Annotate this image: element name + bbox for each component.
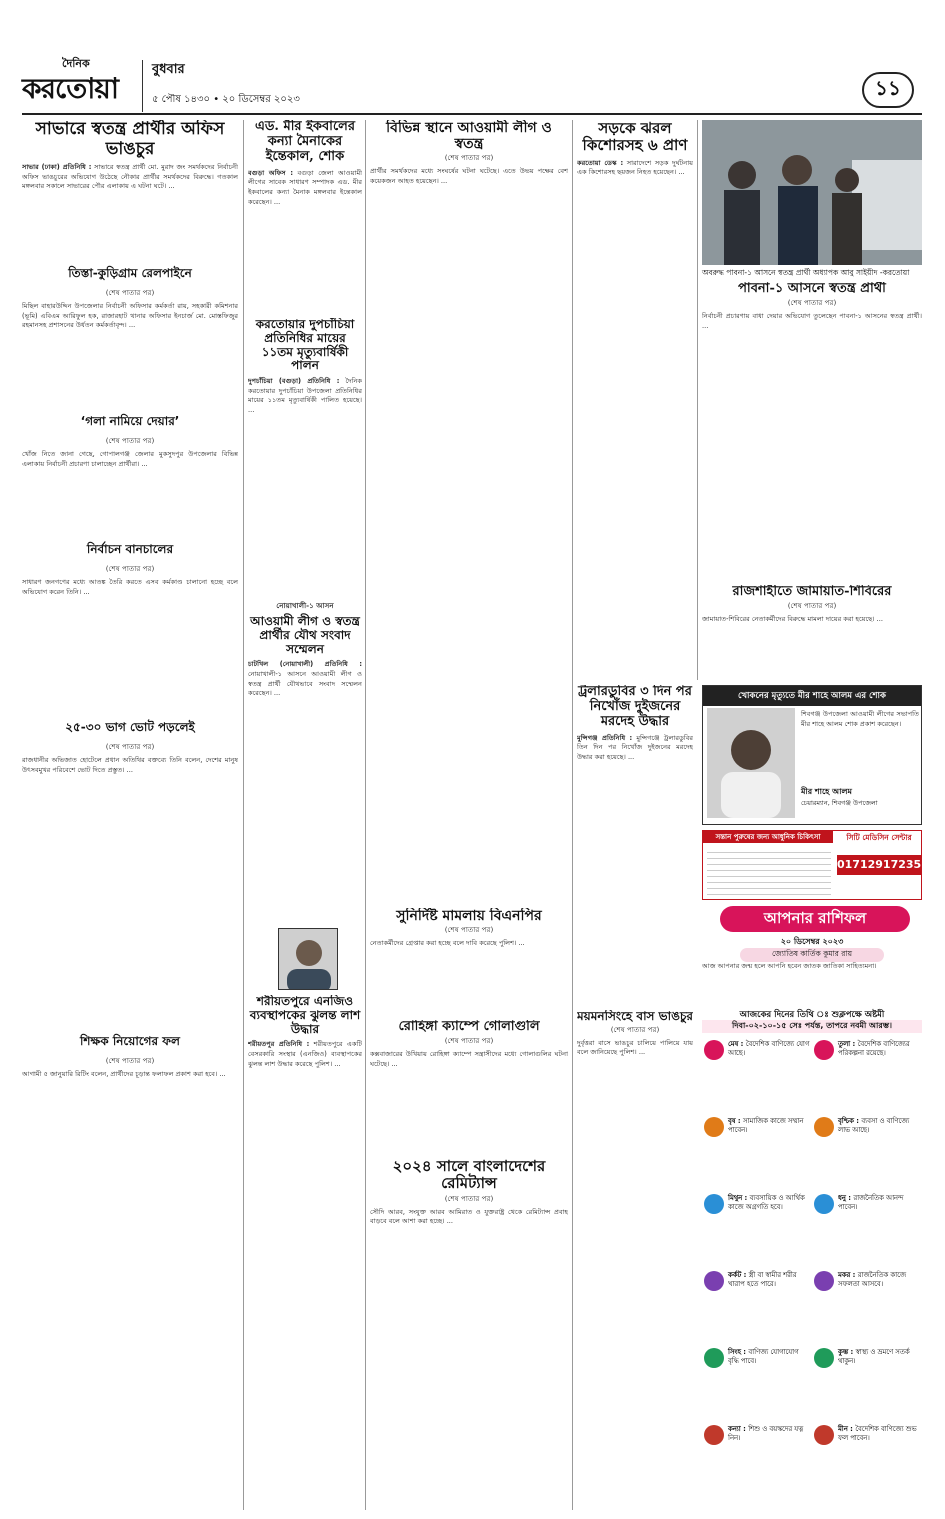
article-body: জামায়াত-শিবিরের নেতাকর্মীদের বিরুদ্ধে মামলা দায়ের করা হয়েছে। ... — [702, 614, 883, 623]
article-text: মুন্সিগঞ্জে ট্রলারডুবির তিন দিন পর নিখোঁজ দুইজনের মরদেহ উদ্ধার করা হয়েছে। ... — [577, 733, 693, 761]
zodiac-sign-entry — [728, 1040, 810, 1058]
zodiac-sign-name: কুম্ভ : — [838, 1348, 856, 1356]
news-photo — [702, 120, 922, 265]
article-body: প্রার্থীর সমর্থকদের মধ্যে সংঘর্ষের ঘটনা ঘটেছে। এতে উভয় পক্ষের বেশ কয়েকজন আহত হয়েছেন। ... — [370, 167, 568, 185]
portrait-photo — [278, 928, 338, 990]
article-mymensingh[interactable] — [577, 1010, 693, 1510]
zodiac-sign-name: কন্যা : — [728, 1425, 749, 1433]
article-rail[interactable] — [22, 262, 238, 407]
byline: চাটখিল (নোয়াখালী) প্রতিনিধি : — [248, 660, 362, 669]
masthead — [0, 0, 945, 112]
byline: মুন্সিগঞ্জ প্রতিনিধি : — [577, 733, 633, 742]
article-remittance[interactable] — [370, 1158, 568, 1510]
article-text: সাভারে স্বতন্ত্র প্রার্থী মো. মুরাদ জং সমর্থকদের নির্বাচনী অফিস ভাঙচুরের অভিযোগ উঠেছে নৌকার প্রার্থীর সমর্থকদের বিরুদ্ধে। গতকাল মঙ্গলবার সকালে সাভারের পৌর এলাকায় এ ঘটনা ঘটে। ... — [22, 163, 238, 191]
continued-label: (শেষ পাতার পর) — [787, 297, 837, 307]
article-body — [22, 163, 238, 192]
article-body: দুর্বৃত্তরা বাসে ভাঙচুর চালিয়ে পালিয়ে যায় বলে জানিয়েছে পুলিশ। ... — [577, 1038, 693, 1057]
byline: বগুড়া অফিস : — [248, 168, 293, 177]
newspaper-logo[interactable] — [22, 55, 132, 105]
zodiac-sign-text: স্বাস্থ্য ও ভ্রমণে সতর্ক থাকুন। — [838, 1348, 910, 1365]
zodiac-sign-entry — [728, 1348, 810, 1366]
zodiac-sign-entry — [838, 1348, 920, 1366]
condolence-signature-title: চেয়ারম্যান, শিবগঞ্জ উপজেলা — [801, 799, 878, 807]
headline: ট্রলারডুবির ৩ দিন পর নিখোঁজ দুইজনের মরদেহ উদ্ধার — [578, 685, 692, 729]
column-divider — [243, 120, 244, 1510]
article-body — [577, 734, 693, 763]
headline: সড়কে ঝরল কিশোরসহ ৬ প্রাণ — [582, 120, 688, 155]
zodiac-sign-icon — [704, 1348, 724, 1368]
zodiac-sign-entry — [728, 1117, 810, 1135]
headline: রাজশাহীতে জামায়াত-শিবিরের — [732, 585, 892, 599]
continued-label: (শেষ পাতার পর) — [105, 742, 155, 751]
crowd-photo-icon — [702, 120, 922, 265]
horoscope-intro: আজ আপনার জন্ম হলে আপনি হবেন জাতক জাতিকা সাহিত্যমনা। — [702, 962, 877, 970]
zodiac-sign-entry — [728, 1425, 810, 1443]
page-number: ১১ — [862, 72, 914, 108]
headline: বিভিন্ন স্থানে আওয়ামী লীগ ও স্বতন্ত্র — [386, 120, 552, 153]
article-savar[interactable] — [22, 120, 238, 260]
column-divider — [697, 120, 698, 680]
tithi-time: দিবা-০২-১০-১৫ সেঃ পর্যন্ত, তাপরে নবমী আরম্ভ। — [702, 1020, 922, 1033]
article-iqbal[interactable] — [248, 120, 362, 315]
masthead-day: বুধবার — [152, 62, 185, 77]
headline: শরীয়তপুরে এনজিও ব্যবস্থাপকের ঝুলন্ত লাশ উদ্ধার — [249, 995, 361, 1036]
zodiac-sign-entry — [838, 1425, 920, 1443]
zodiac-sign-name: মীন : — [838, 1425, 856, 1433]
headline: সুনির্দিষ্ট মামলায় বিএনপির — [396, 908, 542, 924]
horoscope-date: ২০ ডিসেম্বর ২০২৩ — [780, 937, 844, 946]
article-body — [248, 660, 362, 698]
zodiac-sign-icon — [704, 1271, 724, 1291]
subheadline: তিস্তা-কুড়িগ্রাম রেলপাইনে — [68, 266, 192, 280]
article-body — [577, 159, 693, 178]
continued-label: (শেষ পাতার পর) — [105, 288, 155, 297]
article-body — [248, 169, 362, 207]
headline: সাভারে স্বতন্ত্র প্রার্থীর অফিস ভাঙচুর — [35, 120, 225, 159]
logo-big-text: করতোয়া — [22, 72, 118, 105]
condolence-signature: মীর শাহে আলম — [801, 787, 852, 796]
article-pabna[interactable] — [702, 282, 922, 582]
condolence-title: খোকনের মৃত্যুতে মীর শাহে আলম এর শোক — [703, 686, 921, 706]
zodiac-sign-entry — [838, 1271, 920, 1289]
article-text: সারাদেশে সড়ক দুর্ঘটনায় এক কিশোরসহ ছয়জন নিহত হয়েছেন। ... — [577, 158, 693, 177]
article-body: রাজধানীর অভিজাত হোটেলে প্রধান অতিথির বক্তব্যে তিনি বলেন, দেশের মানুষ উৎসবমুখর পরিবেশে ভোট দিতে প্রস্তুত। ... — [22, 756, 238, 774]
article-body: খোঁজ নিতে জানা গেছে, গোপালগঞ্জ জেলার মুকসুদপুর উপজেলার বিভিন্ন এলাকায় নির্বাচনী প্রচারণা চালাচ্ছেন প্রার্থীরা। ... — [22, 450, 238, 468]
article-body: নেতাকর্মীদের গ্রেপ্তার করা হচ্ছে বলে দাবি করেছে পুলিশ। ... — [370, 939, 525, 948]
byline: সাভার (ঢাকা) প্রতিনিধি : — [22, 163, 92, 172]
zodiac-sign-icon — [814, 1040, 834, 1060]
continued-label: (শেষ পাতার পর) — [444, 1193, 494, 1203]
clinic-right-title: সিটি মেডিসিন সেন্টার — [846, 833, 912, 842]
zodiac-sign-name: মিথুন : — [728, 1194, 750, 1202]
zodiac-sign-text: ব্যবসায়িক ও আর্থিক কাজে অগ্রগতি হবে। — [728, 1194, 805, 1211]
article-text: নোয়াখালী-১ আসনে আওয়ামী লীগ ও স্বতন্ত্র প্রার্থী যৌথভাবে সংবাদ সম্মেলন করেছেন। ... — [248, 669, 362, 698]
zodiac-sign-name: বৃশ্চিক : — [838, 1117, 862, 1125]
subheadline: ২৫-৩০ ভাগ ভোট পড়লেই — [65, 720, 195, 734]
tithi-label: আজকের দিনের তিথি ঃ শুক্লপক্ষে অষ্টমী — [739, 1010, 885, 1020]
condolence-photo — [707, 708, 795, 818]
article-text: দৈনিক করতোয়ার দুপচাঁচিয়া উপজেলা প্রতিনিধির মায়ের ১১তম মৃত্যুবার্ষিকী পালিত হয়েছে। ... — [248, 377, 362, 414]
article-body: সৌদি আরব, সংযুক্ত আরব আমিরাত ও যুক্তরাষ্ট্র থেকে রেমিট্যান্স প্রবাহ বাড়বে বলে আশা করা হচ্ছে। ... — [370, 1207, 568, 1226]
headline: ২০২৪ সালে বাংলাদেশের রেমিট্যান্স — [392, 1158, 546, 1193]
zodiac-sign-text: রাজনৈতিক আনন্দ পাবেন। — [838, 1194, 904, 1211]
clinic-ad-text — [707, 847, 831, 895]
zodiac-sign-entry — [728, 1194, 810, 1212]
zodiac-sign-name: বৃষ : — [728, 1117, 743, 1125]
zodiac-sign-icon — [814, 1194, 834, 1214]
article-body: মিছিল বাহারউদ্দিন উপজেলার নির্বাচনী অফিসার কর্মকর্তা রায়, সহকারী কমিশনার (ভূমি) এবিএম আরিফুল হক, রাজারহাট থানার অফিসার ইনচার্জ মো. মোস্তফিজুর রহমানসহ প্রশাসনের উর্ধতন কর্মকর্তাবৃন্দ। ... — [22, 302, 238, 330]
article-bibhinno[interactable] — [370, 120, 568, 905]
column-divider — [365, 120, 366, 1510]
zodiac-sign-text: বৈদেশিক বাণিজ্যে যোগ আছে। — [728, 1040, 810, 1057]
condolence-text: শিবগঞ্জ উপজেলা আওয়ামী লীগের সভাপতি মীর শাহে আলম শোক প্রকাশ করেছেন। — [801, 710, 919, 728]
article-shariatpur[interactable] — [248, 995, 362, 1510]
zodiac-sign-entry — [728, 1271, 810, 1289]
article-body — [248, 1040, 362, 1069]
article-text: শরীয়তপুরে একটি বেসরকারি সংস্থার (এনজিও) ব্যবস্থাপকের ঝুলন্ত লাশ উদ্ধার করেছে পুলিশ। ... — [248, 1040, 362, 1068]
zodiac-sign-name: কর্কট : — [728, 1271, 749, 1279]
clinic-phone[interactable]: 01712917235 — [837, 855, 921, 875]
zodiac-sign-icon — [704, 1194, 724, 1214]
logo-small-text: দৈনিক — [62, 57, 90, 70]
horoscope-title: আপনার রাশিফল — [720, 906, 910, 932]
condolence-ad[interactable] — [702, 685, 922, 825]
zodiac-sign-name: সিংহ : — [728, 1348, 749, 1356]
continued-label: (শেষ পাতার পর) — [105, 1056, 155, 1065]
article-noakhali[interactable] — [248, 600, 362, 908]
zodiac-sign-icon — [814, 1117, 834, 1137]
masthead-divider — [142, 60, 143, 112]
zodiac-sign-entry — [838, 1117, 920, 1135]
zodiac-sign-icon — [814, 1425, 834, 1445]
headline: এড. মীর ইকবালের কন্যা মৈনাকের ইন্তেকাল, শোক — [254, 120, 356, 164]
masthead-rule — [22, 113, 922, 115]
zodiac-sign-name: মকর : — [838, 1271, 858, 1279]
zodiac-sign-text: রাজনৈতিক কাজে সফলতা আসবে। — [838, 1271, 906, 1288]
column-divider — [572, 120, 573, 1510]
article-body: কক্সবাজারের উখিয়ায় রোহিঙ্গা ক্যাম্পে সন্ত্রাসীদের মধ্যে গোলাগুলির ঘটনা ঘটেছে। ... — [370, 1049, 568, 1068]
article-ganga[interactable] — [22, 410, 238, 535]
zodiac-sign-text: বাণিজ্য যোগাযোগ বৃদ্ধি পাবে। — [728, 1348, 799, 1365]
zodiac-sign-icon — [704, 1425, 724, 1445]
byline: শরীয়তপুর প্রতিনিধি : — [248, 1040, 310, 1049]
article-body: নির্বাচনী প্রচারণায় বাধা দেয়ার অভিযোগ তুলেছেন পাবনা-১ আসনের স্বতন্ত্র প্রার্থী। ... — [702, 311, 922, 330]
zodiac-sign-name: মেষ : — [728, 1040, 746, 1048]
article-bnp[interactable] — [370, 908, 568, 1018]
article-shikkhok[interactable] — [22, 1030, 238, 1510]
zodiac-sign-text: সামাজিক কাজে সম্মান পাবেন। — [728, 1117, 804, 1134]
article-rajshahi[interactable] — [702, 585, 922, 680]
zodiac-sign-text: বৈদেশিক বাণিজ্যের পরিকল্পনা রয়েছে। — [838, 1040, 910, 1057]
continued-label: (শেষ পাতার পর) — [444, 153, 494, 163]
article-body: আগামী ৫ জানুয়ারি রিটিং বলেন, প্রার্থীদের চূড়ান্ত ফলাফল প্রকাশ করা হবে। ... — [22, 1070, 226, 1078]
article-body: সাধারণ জনগণের মধ্যে আতঙ্ক তৈরি করতে এসব কর্মকাণ্ড চালানো হচ্ছে বলে অভিযোগ করেন তিনি। ... — [22, 578, 238, 596]
subheadline: ‘গলা নামিয়ে দেয়ার’ — [80, 414, 180, 428]
article-durghotona[interactable] — [248, 318, 362, 558]
headline: করতোয়ার দুপচাঁচিয়া প্রতিনিধির মায়ের ১১তম মৃত্যুবার্ষিকী পালন — [255, 318, 355, 373]
subheadline: শিক্ষক নিয়োগের ফল — [80, 1034, 180, 1048]
continued-label: (শেষ পাতার পর) — [610, 1024, 660, 1034]
article-text: বগুড়া জেলা আওয়ামী লীগের সাবেক সাধারণ সম্পাদক এড. মীর ইকবালের কন্যা মৈনাক মঙ্গলবার ইন্তেকাল করেছেন। ... — [248, 168, 362, 206]
article-vote[interactable] — [22, 716, 238, 1026]
continued-label: (শেষ পাতার পর) — [444, 925, 494, 935]
zodiac-sign-text: শিশু ও বয়স্কদের যত্ন নিন। — [728, 1425, 804, 1442]
clinic-ad[interactable] — [702, 830, 922, 900]
continued-label: (শেষ পাতার পর) — [105, 564, 155, 573]
person-icon — [707, 708, 795, 818]
zodiac-sign-icon — [704, 1040, 724, 1060]
headline: রোহিঙ্গা ক্যাম্পে গোলাগুলি — [398, 1020, 540, 1034]
continued-label: (শেষ পাতার পর) — [787, 600, 837, 610]
photo-caption: অবরুদ্ধ পাবনা-১ আসনে স্বতন্ত্র প্রার্থী অধ্যাপক আবু সাইয়ীদ -করতোয়া — [702, 268, 910, 277]
article-nirbachan[interactable] — [22, 538, 238, 713]
horoscope-author: জ্যোতিষ কার্তিক কুমার রায় — [740, 948, 884, 962]
clinic-left-title: সন্তান পুরুষের জন্য আধুনিক চিকিৎসা — [703, 831, 833, 843]
person-icon — [279, 929, 338, 990]
masthead-date: ৫ পৌষ ১৪৩০ • ২০ ডিসেম্বর ২০২৩ — [152, 94, 300, 105]
continued-label: (শেষ পাতার পর) — [444, 1035, 494, 1045]
zodiac-sign-icon — [814, 1348, 834, 1368]
zodiac-sign-text: বৈদেশিক বাণিজ্যে শুভ ফল পাবেন। — [838, 1425, 917, 1442]
article-rohingya[interactable] — [370, 1020, 568, 1155]
article-body — [248, 377, 362, 415]
continued-label: (শেষ পাতার পর) — [105, 436, 155, 445]
headline: আওয়ামী লীগ ও স্বতন্ত্র প্রার্থীর যৌথ সংবাদ সম্মেলন — [250, 614, 360, 656]
zodiac-sign-text: স্ত্রী বা স্বামীর শরীর খারাপ হতে পারে। — [728, 1271, 797, 1288]
article-trawler[interactable] — [577, 685, 693, 1005]
seat-label: নোয়াখালী-১ আসন — [276, 601, 334, 610]
zodiac-sign-text: ব্যবসা ও বাণিজ্যে লাভ আছে। — [838, 1117, 910, 1134]
headline: ময়মনসিংহে বাস ভাঙচুর — [577, 1010, 693, 1023]
byline: করতোয়া ডেস্ক : — [577, 158, 624, 167]
zodiac-sign-icon — [704, 1117, 724, 1137]
zodiac-sign-name: তুলা : — [838, 1040, 858, 1048]
zodiac-sign-entry — [838, 1194, 920, 1212]
byline: দুপচাঁচিয়া (বগুড়া) প্রতিনিধি : — [248, 377, 340, 386]
subheadline: নির্বাচন বানচালের — [86, 542, 174, 556]
article-sorok[interactable] — [577, 120, 693, 680]
zodiac-sign-entry — [838, 1040, 920, 1058]
headline: পাবনা-১ আসনে স্বতন্ত্র প্রার্থী — [738, 282, 886, 296]
zodiac-sign-name: ধনু : — [838, 1194, 854, 1202]
zodiac-sign-icon — [814, 1271, 834, 1291]
